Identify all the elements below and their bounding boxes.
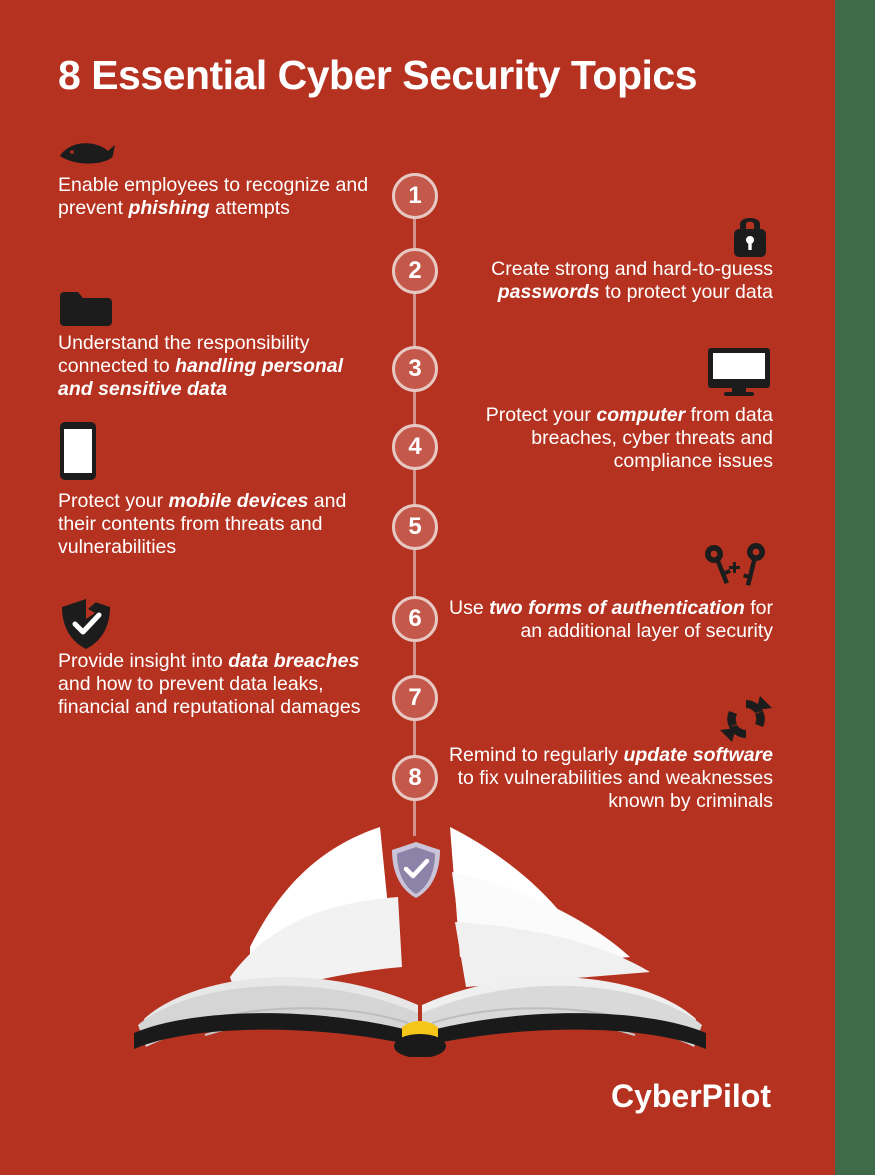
padlock-icon	[726, 208, 774, 265]
topic-6-part-a: Use	[449, 597, 490, 619]
topic-2-part-a: Create strong and hard-to-guess	[491, 258, 773, 280]
topic-5-emphasis: mobile devices	[168, 490, 309, 512]
topic-text-4	[443, 404, 773, 473]
topic-4-part-c: from data breaches, cyber threats and compliance issues	[531, 404, 773, 472]
brand-logo: CyberPilot	[610, 1078, 771, 1114]
topic-8-part-a: Remind to regularly	[448, 744, 624, 766]
broken-shield-check-icon	[58, 596, 114, 657]
step-number-6: 6	[392, 596, 438, 642]
topic-text-6	[433, 597, 773, 643]
topic-7-emphasis: data breaches	[228, 650, 360, 672]
smartphone-icon	[58, 420, 98, 487]
topic-1-emphasis: phishing	[128, 197, 210, 219]
topic-7-part-a: Provide insight into	[58, 650, 229, 672]
step-number-8: 8	[392, 755, 438, 801]
topic-text-3	[58, 332, 368, 401]
topic-8-emphasis: update software	[623, 744, 773, 766]
topic-6-part-c: for an additional layer of security	[520, 597, 773, 642]
topic-5-part-a: Protect your	[58, 490, 169, 512]
fish-icon	[58, 138, 116, 173]
step-number-1: 1	[392, 173, 438, 219]
topic-1-part-a: Enable employees to recognize and prevent	[58, 174, 369, 219]
topic-8-part-c: to fix vulnerabilities and weaknesses known by criminals	[457, 767, 773, 812]
topic-text-2	[443, 258, 773, 304]
refresh-icon	[718, 694, 774, 749]
topic-7-part-c: and how to prevent data leaks, financial and reputational damages	[58, 673, 361, 718]
topic-text-7	[58, 650, 368, 719]
monitor-icon	[706, 346, 772, 401]
step-number-2: 2	[392, 248, 438, 294]
topic-1-part-c: attempts	[209, 197, 290, 219]
folder-icon	[58, 288, 114, 335]
shield-check-icon	[390, 840, 442, 902]
step-number-7: 7	[392, 675, 438, 721]
topic-3-emphasis: handling personal and sensitive data	[58, 355, 344, 400]
topic-6-emphasis: two forms of authentication	[489, 597, 745, 619]
step-number-3: 3	[392, 346, 438, 392]
step-number-5: 5	[392, 504, 438, 550]
topic-text-5	[58, 490, 388, 559]
topic-text-8	[438, 744, 773, 813]
topic-text-1	[58, 174, 378, 220]
topic-4-part-a: Protect your	[485, 404, 597, 426]
topic-2-emphasis: passwords	[497, 281, 600, 303]
topic-5-part-c: and their contents from threats and vulnerabilities	[58, 490, 347, 558]
topic-4-emphasis: computer	[596, 404, 686, 426]
two-keys-icon	[700, 542, 774, 595]
page-title: 8 Essential Cyber Security Topics	[58, 52, 697, 98]
topic-2-part-c: to protect your data	[599, 281, 773, 303]
side-strip	[835, 0, 875, 1175]
topic-3-part-a: Understand the responsibility connected to	[58, 332, 310, 377]
step-number-4: 4	[392, 424, 438, 470]
